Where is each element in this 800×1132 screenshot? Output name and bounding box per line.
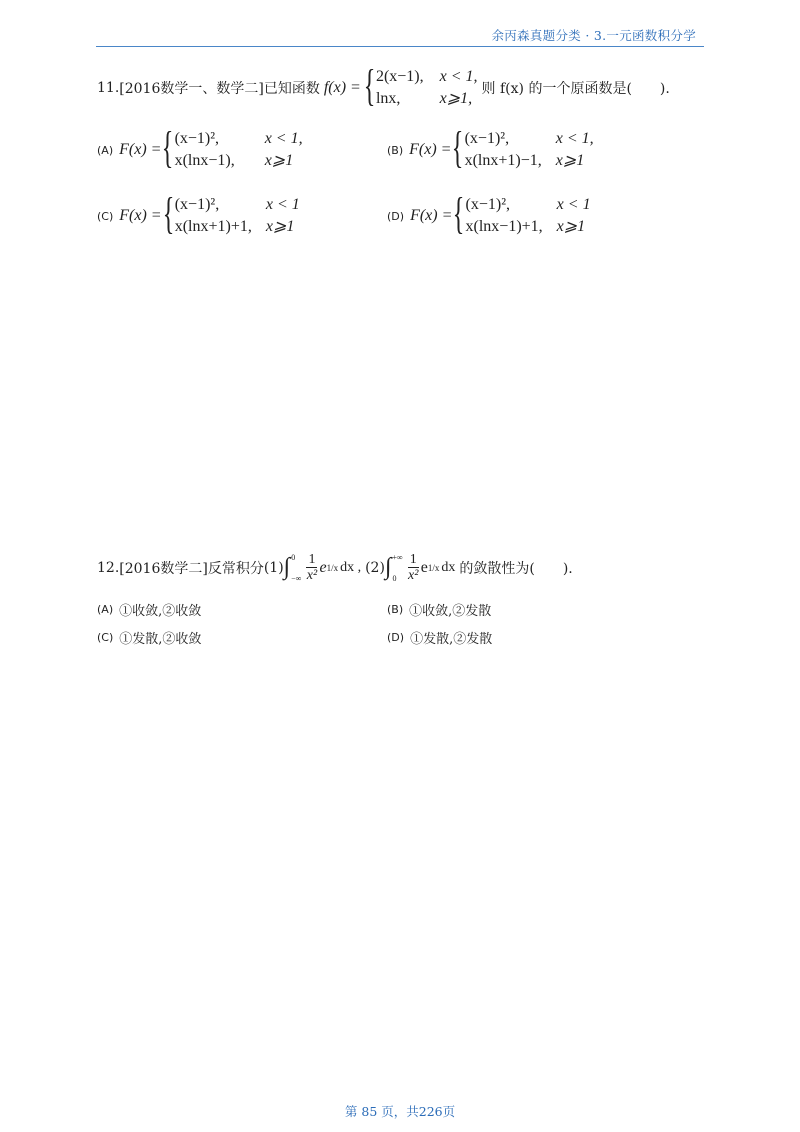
int1-dx: dx , bbox=[340, 559, 362, 575]
option-cond2: x⩾1 bbox=[264, 152, 294, 169]
option-cond1: x < 1 bbox=[265, 196, 300, 213]
int2-dx: dx bbox=[441, 559, 456, 575]
q11-option-c[interactable] bbox=[97, 189, 300, 238]
option-row2: x(lnx+1)−1, bbox=[464, 152, 542, 169]
option-cond2: x⩾1 bbox=[556, 218, 586, 235]
option-row2: x(lnx−1)+1, bbox=[465, 218, 543, 235]
q12-option-a[interactable] bbox=[97, 600, 201, 619]
left-brace: { bbox=[363, 61, 376, 110]
q11-option-a[interactable] bbox=[97, 123, 303, 172]
left-brace: { bbox=[162, 189, 174, 238]
option-row2: x(lnx+1)+1, bbox=[174, 218, 252, 235]
question-11 bbox=[97, 61, 670, 110]
left-brace: { bbox=[452, 123, 464, 172]
q11-case2-expr: lnx, bbox=[375, 90, 401, 107]
option-row1: (x−1)², bbox=[464, 130, 510, 147]
integral-sign: ∫ bbox=[283, 554, 291, 580]
option-lhs: F(x) = bbox=[409, 141, 452, 158]
q11-option-b[interactable] bbox=[387, 123, 594, 172]
q12-int1-fraction bbox=[306, 552, 317, 583]
option-cond1: x < 1 bbox=[556, 196, 591, 213]
int2-upper: +∞ bbox=[392, 552, 403, 562]
q12-int2-limits bbox=[393, 553, 403, 583]
option-lhs: F(x) = bbox=[410, 207, 453, 224]
option-label: (D) bbox=[387, 631, 405, 644]
option-row2: x(lnx−1), bbox=[174, 152, 235, 169]
option-text: ①发散,②发散 bbox=[410, 632, 493, 647]
q12-stem-prefix: 反常积分 bbox=[207, 560, 264, 577]
int2-base: e bbox=[420, 558, 428, 576]
q12-part1-label: (1) bbox=[263, 559, 284, 576]
q11-stem-prefix: 已知函数 bbox=[263, 81, 320, 97]
q11-case1-cond: x < 1, bbox=[439, 68, 478, 85]
option-label: (B) bbox=[387, 603, 404, 616]
option-text: ①收敛,②收敛 bbox=[119, 604, 202, 619]
q11-number: 11. bbox=[97, 80, 120, 96]
q12-int1-limits bbox=[291, 553, 301, 583]
q12-option-d[interactable] bbox=[387, 628, 492, 647]
page-footer: 第 85 页，共226页 bbox=[344, 1104, 456, 1119]
option-cases bbox=[466, 196, 591, 236]
option-lhs: F(x) = bbox=[119, 141, 162, 158]
option-cond1: x < 1, bbox=[555, 130, 594, 147]
option-cond1: x < 1, bbox=[264, 130, 303, 147]
q12-stem-suffix: 的敛散性为( ). bbox=[459, 560, 573, 577]
option-label: (C) bbox=[97, 209, 114, 223]
left-brace: { bbox=[453, 189, 465, 238]
q12-option-b[interactable] bbox=[387, 600, 491, 619]
option-label: (D) bbox=[387, 209, 405, 223]
option-cases bbox=[175, 130, 303, 170]
q12-part2-label: (2) bbox=[365, 559, 385, 576]
option-row1: (x−1)², bbox=[174, 196, 220, 213]
option-row1: (x−1)², bbox=[465, 196, 510, 213]
option-lhs: F(x) = bbox=[119, 207, 162, 224]
q11-func: f(x) = bbox=[323, 79, 361, 96]
int1-base: e bbox=[319, 558, 327, 576]
int1-upper: 0 bbox=[291, 552, 296, 562]
option-label: (A) bbox=[97, 603, 114, 616]
frac-den: x² bbox=[408, 568, 419, 583]
q11-tag: [2016数学一、数学二] bbox=[119, 81, 264, 97]
q11-option-d[interactable] bbox=[387, 189, 591, 238]
option-text: ①发散,②收敛 bbox=[119, 632, 202, 647]
integral-sign: ∫ bbox=[384, 554, 392, 580]
frac-num: 1 bbox=[409, 552, 417, 567]
q11-case2-cond: x⩾1, bbox=[439, 90, 473, 107]
int1-lower: −∞ bbox=[291, 573, 302, 583]
option-cond2: x⩾1 bbox=[265, 218, 295, 235]
option-cases bbox=[465, 130, 594, 170]
left-brace: { bbox=[162, 123, 174, 172]
q11-case1-expr: 2(x−1), bbox=[375, 68, 424, 85]
int2-lower: 0 bbox=[392, 573, 397, 583]
option-label: (C) bbox=[97, 631, 114, 644]
option-label: (A) bbox=[97, 143, 114, 157]
frac-den: x² bbox=[306, 568, 318, 583]
option-row1: (x−1)², bbox=[174, 130, 220, 147]
int2-exp: 1/x bbox=[427, 562, 440, 573]
option-cond2: x⩾1 bbox=[555, 152, 585, 169]
q12-number: 12. bbox=[97, 559, 120, 576]
q12-int2-fraction bbox=[408, 552, 419, 583]
int1-exp: 1/x bbox=[326, 562, 339, 573]
option-label: (B) bbox=[387, 143, 404, 157]
option-text: ①收敛,②发散 bbox=[409, 604, 492, 619]
frac-num: 1 bbox=[308, 552, 316, 567]
header-title: 余丙森真题分类 · 3.一元函数积分学 bbox=[491, 28, 696, 43]
option-cases bbox=[175, 196, 300, 236]
q11-cases bbox=[376, 68, 478, 108]
header-rule bbox=[96, 46, 704, 47]
q12-tag: [2016数学二] bbox=[119, 560, 208, 577]
q12-option-c[interactable] bbox=[97, 628, 201, 647]
q11-stem-suffix: 则 f(x) 的一个原函数是( ). bbox=[481, 81, 670, 97]
question-12 bbox=[97, 552, 573, 583]
